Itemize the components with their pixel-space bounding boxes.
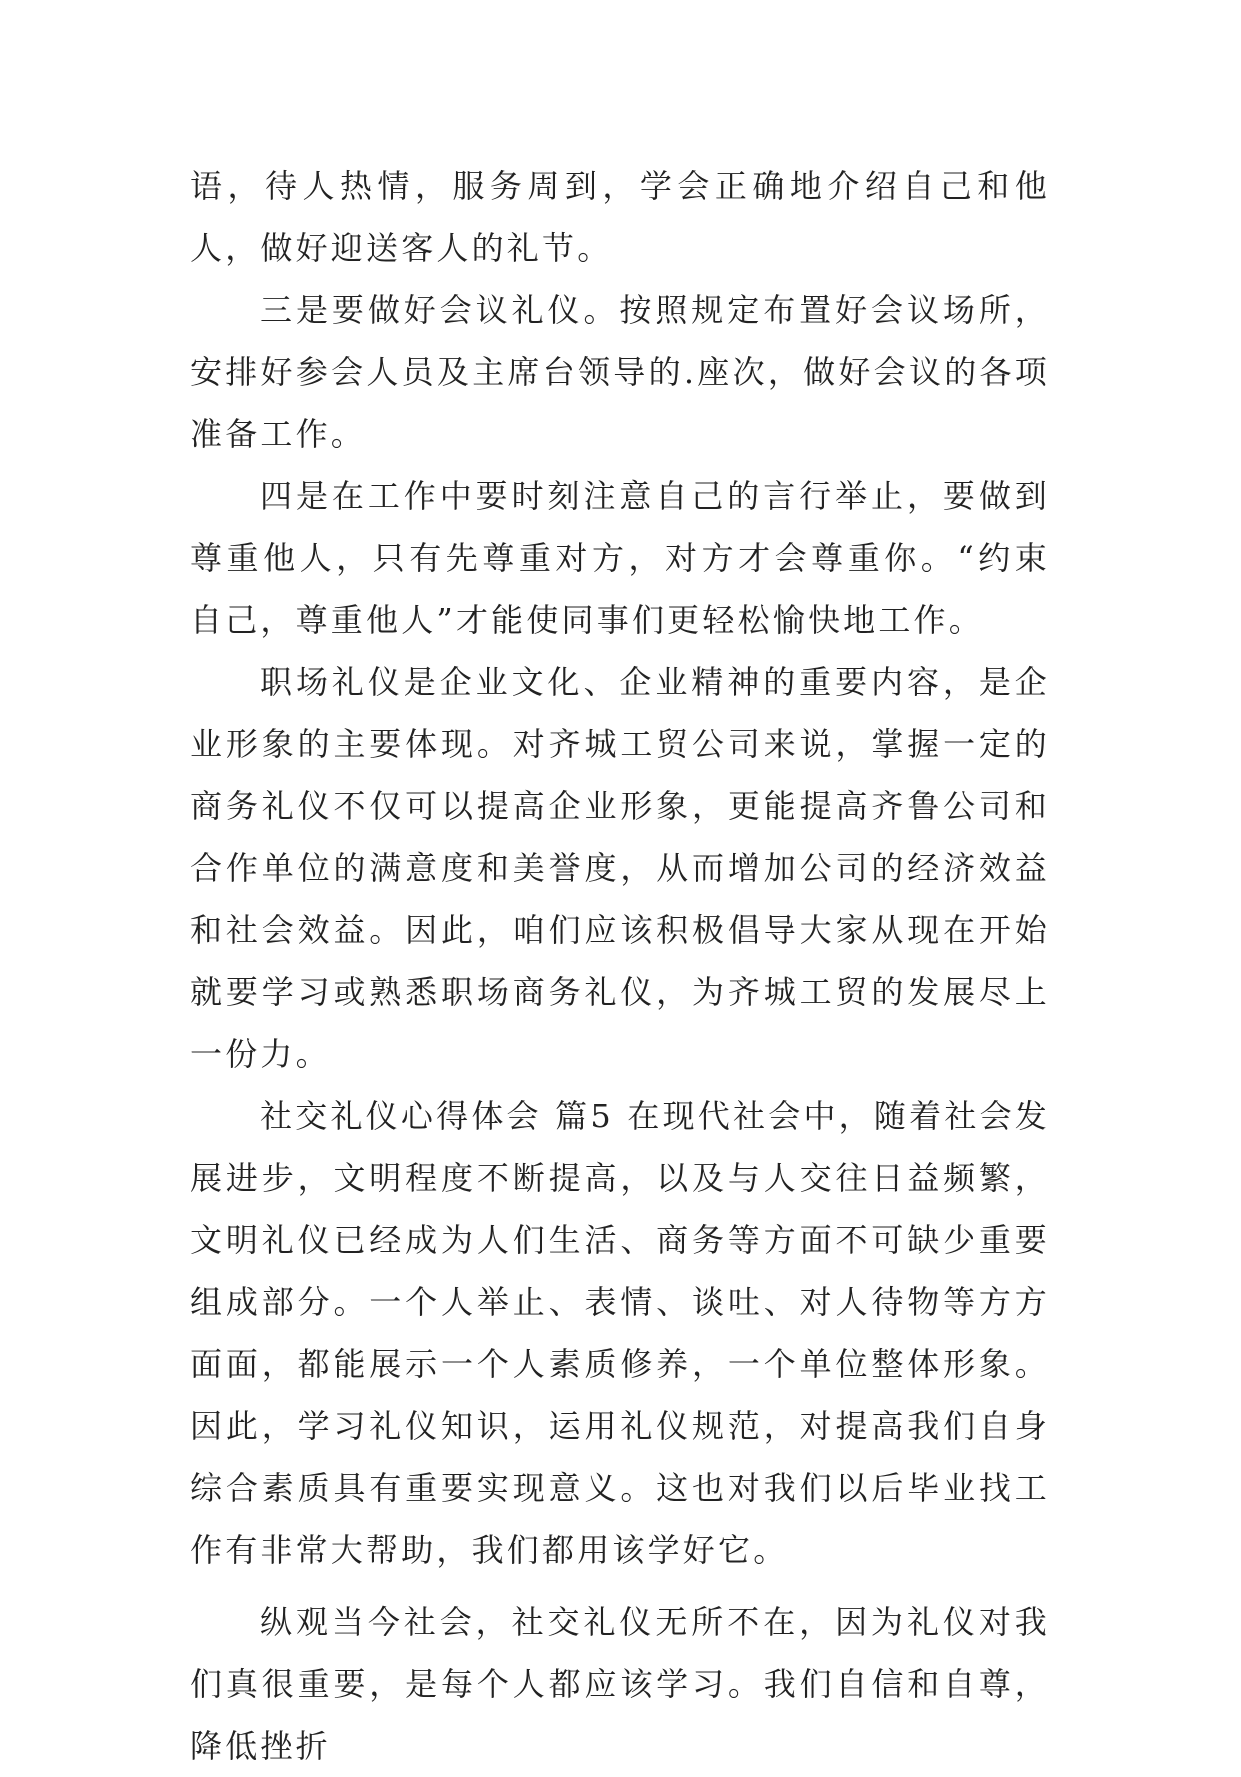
paragraph-6: 纵观当今社会，社交礼仪无所不在，因为礼仪对我们真很重要，是每个人都应该学习。我们自信和自尊，降低挫折 xyxy=(190,1603,1050,1765)
paragraph-5: 社交礼仪心得体会 篇5 在现代社会中，随着社会发展进步，文明程度不断提高，以及与人交往日益频繁，文明礼仪已经成为人们生活、商务等方面不可缺少重要组成部分。一个人举止、表情、谈吐、对人待物等方方面面，都能展示一个人素质修养，一个单位整体形象。因此，学习礼仪知识，运用礼仪规范，对提高我们自身综合素质具有重要实现意义。这也对我们以后毕业找工作有非常大帮助，我们都用该学好它。 xyxy=(190,1097,1050,1569)
paragraph-3: 四是在工作中要时刻注意自己的言行举止，要做到尊重他人，只有先尊重对方，对方才会尊重你。“约束自己，尊重他人”才能使同事们更轻松愉快地工作。 xyxy=(190,477,1050,639)
paragraph-2: 三是要做好会议礼仪。按照规定布置好会议场所，安排好参会人员及主席台领导的.座次，做好会议的各项准备工作。 xyxy=(190,291,1050,453)
paragraph-4: 职场礼仪是企业文化、企业精神的重要内容，是企业形象的主要体现。对齐城工贸公司来说，掌握一定的商务礼仪不仅可以提高企业形象，更能提高齐鲁公司和合作单位的满意度和美誉度，从而增加公司的经济效益和社会效益。因此，咱们应该积极倡导大家从现在开始就要学习或熟悉职场商务礼仪，为齐城工贸的发展尽上一份力。 xyxy=(190,663,1050,1073)
document-body xyxy=(190,155,1050,1777)
paragraph-1: 语，待人热情，服务周到，学会正确地介绍自己和他人，做好迎送客人的礼节。 xyxy=(190,167,1050,267)
